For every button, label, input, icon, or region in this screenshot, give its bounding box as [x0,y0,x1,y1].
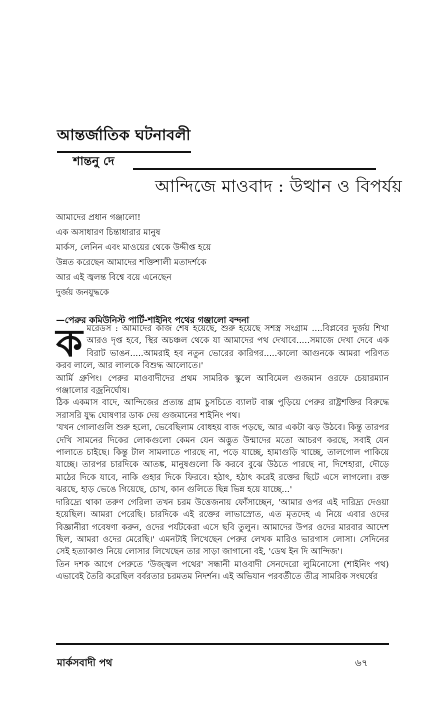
poem-line: আর এই জ্বলন্ত বিশ্বে বয়ে এনেছেন [56,273,172,283]
article-title: আন্দিজে মাওবাদ : উত্থান ও বিপর্যয় [155,177,403,197]
title-rule [133,168,376,170]
page-number: ৬৭ [355,658,369,669]
epigraph-poem [56,211,211,301]
section-heading: আন্তর্জাতিক ঘটনাবলী [57,124,191,153]
footer-publication: মার্কসবাদী পথ [57,658,113,669]
paragraph: 'যখন গোলাগুলি শুরু হলো, ভেবেছিলাম বোধহয় বাজ পড়ছে, আর একটা ঝড় উঠবে। কিন্তু তারপর দেখি সামনের দিকের লোকগুলো কেমন যেন অদ্ভুত উন্মাদের মতো আচরণ করছে, সবাই যেন পালাতে চাইছে। কিন্তু টাল সামলাতে পারছে না, পড়ে যাচ্ছে, হামাগুড়ি খাচ্ছে, তালগোল পাকিয়ে যাচ্ছে। তারপর চারদিকে আতঙ্ক, মানুষগুলো কি করবে বুঝে উঠতে পারছে না, দিশেহারা, দৌড়ে মাঠের দিকে যাবে, নাকি গুহার দিকে ফিরবে। হঠাৎ, হঠাৎ করেই রক্তের ছিটে এসে লাগলো। রক্ত ঝরছে, হাড় ভেঙে গিয়েছে, চোখ, কান গুলিতে ছিন্ন ভিন্ন হয়ে যাচ্ছে...' [56,423,389,496]
poem-line: মার্কস, লেনিন এবং মাওয়ের থেকে উদ্দীপ্ত হয়ে [56,243,211,253]
article-body [56,323,389,584]
poem-line: আমাদের প্রধান গঞ্জালো! [56,213,141,223]
poem-line: উন্নত করেছেন আমাদের শক্তিশালী মতাদর্শকে [56,258,207,268]
paragraph: তিন দশক আগে পেরুতে 'উজ্জ্বল পথের' সন্ধানী মাওবাদী সেনদেরো লুমিনোসো (শাইনিং পথ) এভাবেই তৈরি করেছিল বর্বরতার চরমতম নিদর্শন। এই অভিযান পরবর্তীতে তীব্র সামরিক সংঘর্ষের [56,559,389,583]
poem-line: এক অসাধারণ চিন্তাধারার মানুষ [56,228,161,238]
footer-rule [56,643,389,645]
author-name: শান্তনু দে [73,154,115,168]
paragraph: দারিদ্র্যে থাকা তরুণ গেরিলা তখন চরম উত্তেজনায় ফোঁসাচ্ছেন, 'আমার ওপর এই দারিদ্র্য দেওয়া হয়েছিল। আমরা পেরেছি। চারদিকে এই রক্তের লাভাস্রোত, এত মৃতদেহ এ নিয়ে এবার ওদের বিজ্ঞানীরা গবেষণা করুন, ওদের পর্যটকেরা এসে ছবি তুলুন। আমাদের উপর ওদের মারবার আদেশ ছিল, আমরা ওদের মেরেছি।' এমনটাই লিখেছেন পেরুর লেখক মারিও ভারগাস লোসা। সেদিনের সেই হত্যাকাণ্ড নিয়ে লোসার লিখেছেন তার সাড়া জাগানো বই, 'ডেথ ইন দি আন্দিজ'। [56,497,389,558]
paragraph: ঠিক একমাস বাদে, আন্দিজের প্রত্যন্ত গ্রাম চুসচিতে ব্যালট বাক্স পুড়িয়ে পেরুর রাষ্ট্রশক্তির বিরুদ্ধে সরাসরি যুদ্ধ ঘোষণার ডাক দেয় গুজমানের শাইনিং পথ। [56,398,389,421]
poem-line: দুর্জয় জনযুদ্ধকে [56,288,109,298]
paragraph: আর্মি গ্রুপিং। পেরুর মাওবাদীদের প্রথম সামরিক স্কুলে আবিমেল গুজমান ওরফে চেয়ারম্যান গঞ্জালোর বজ্রনির্ঘোষ। [56,373,389,397]
drop-cap: ক [56,321,83,365]
paragraph-text: মরেডস : আমাদের কাজ শেষ হয়েছে, শুরু হয়েছে সশস্ত্র সংগ্রাম ....বিপ্লবের দুর্জয় শিখা আরও দৃপ্ত হবে, স্থির অচঞ্চল থেকে যা আমাদের পথ দেখাবে.....সমাজে দেখা দেবে এক বিরাট ভাঙন.....আমরাই হব নতুন ভোরের কারিগর.....কালো আগুনকে আমরা পরিণত করব লালে, আর লালকে বিশুদ্ধ আলোতে।' [56,324,389,372]
paragraph [56,323,389,373]
poem-credit: —পেরুর কমিউনিস্ট পার্টি-শাইনিং পথের গঞ্জালো বন্দনা [56,316,250,326]
